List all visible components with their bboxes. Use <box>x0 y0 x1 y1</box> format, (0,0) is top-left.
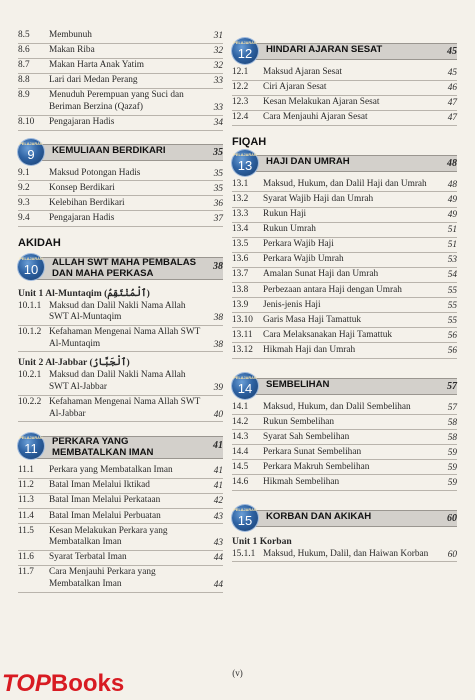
chapter-badge-icon: PELAJARAN 10 <box>18 254 44 280</box>
toc-entry[interactable] <box>232 432 457 446</box>
toc-entry[interactable] <box>232 315 457 329</box>
toc-entry-title: Rukun Umrah <box>263 224 316 235</box>
toc-entry[interactable] <box>232 330 457 344</box>
toc-entry[interactable] <box>232 239 457 253</box>
toc-entry-number: 9.3 <box>18 197 30 208</box>
chapter-title: PERKARA YANG MEMBATALKAN IMAN <box>52 436 154 459</box>
toc-entry-number: 15.1.1 <box>232 548 256 559</box>
toc-entry-page: 33 <box>213 76 223 87</box>
toc-entry-page: 54 <box>447 270 457 281</box>
chapter-badge-icon: PELAJARAN 13 <box>232 150 258 176</box>
toc-entry[interactable] <box>18 465 223 479</box>
toc-entry-title: Maksud dan Dalil Nakli Nama Allah SWT Al-Jabbar <box>49 370 186 392</box>
toc-entry[interactable] <box>232 82 457 96</box>
toc-entry-page: 38 <box>213 313 223 324</box>
toc-entry-page: 58 <box>447 432 457 443</box>
toc-entry[interactable] <box>18 75 223 89</box>
chapter-badge-icon: PELAJARAN 9 <box>18 139 44 165</box>
toc-entry-page: 41 <box>213 466 223 477</box>
toc-entry[interactable] <box>18 480 223 494</box>
toc-entry-page: 36 <box>213 198 223 209</box>
toc-entry[interactable] <box>18 168 223 182</box>
toc-entry[interactable] <box>232 269 457 283</box>
toc-entry-number: 12.4 <box>232 112 249 123</box>
toc-entry-page: 40 <box>213 409 223 420</box>
toc-entry-title: Membunuh <box>49 30 92 40</box>
chapter-page: 57 <box>447 380 457 392</box>
toc-entry-number: 14.5 <box>232 461 249 472</box>
toc-entry-page: 44 <box>213 553 223 564</box>
chapter-13-heading[interactable] <box>232 150 457 176</box>
toc-entry-page: 38 <box>213 339 223 350</box>
toc-entry[interactable] <box>18 198 223 212</box>
toc-entry-number: 10.1.2 <box>18 327 42 338</box>
toc-entry-page: 34 <box>213 118 223 129</box>
toc-entry-number: 10.2.1 <box>18 370 42 381</box>
toc-entry-number: 9.2 <box>18 182 30 193</box>
chapter-title: HAJI DAN UMRAH <box>266 155 350 167</box>
toc-entry-title: Perkara Wajib Haji <box>263 239 334 250</box>
toc-entry[interactable] <box>232 179 457 193</box>
unit-heading: Unit 1 Al-Muntaqim (ٱلْمُنْتَقِمُ) <box>18 287 150 299</box>
toc-entry-number: 8.6 <box>18 45 30 56</box>
toc-entry[interactable] <box>232 417 457 431</box>
unit-heading: Unit 1 Korban <box>232 535 292 547</box>
toc-entry-number: 14.2 <box>232 416 249 427</box>
toc-entry-title: Garis Masa Haji Tamattuk <box>263 314 362 325</box>
toc-entry-number: 9.1 <box>18 167 30 178</box>
toc-entry-title: Cara Melaksanakan Haji Tamattuk <box>263 329 393 340</box>
toc-entry-page: 41 <box>213 481 223 492</box>
toc-group-12 <box>232 67 457 126</box>
left-column <box>18 30 223 594</box>
toc-entry-number: 13.8 <box>232 284 249 295</box>
toc-entry-number: 13.9 <box>232 299 249 310</box>
toc-entry-title: Perkara Wajib Umrah <box>263 254 344 265</box>
toc-entry-number: 13.4 <box>232 224 249 235</box>
chapter-page: 35 <box>213 146 223 158</box>
toc-entry-page: 33 <box>213 102 223 113</box>
toc-entry-title: Makan Riba <box>49 45 95 56</box>
toc-entry-page: 43 <box>213 511 223 522</box>
toc-entry-page: 32 <box>213 46 223 57</box>
toc-entry-title: Maksud, Hukum, Dalil, dan Haiwan Korban <box>263 548 429 559</box>
section-heading-akidah: AKIDAH <box>18 236 61 249</box>
toc-entry-page: 48 <box>447 179 457 190</box>
toc-entry-title: Batal Iman Melalui Perkataan <box>49 495 161 506</box>
toc-entry-number: 11.7 <box>18 567 34 578</box>
toc-entry[interactable] <box>18 567 223 592</box>
toc-entry-page: 51 <box>447 225 457 236</box>
toc-entry-page: 55 <box>447 315 457 326</box>
toc-entry[interactable] <box>18 90 223 115</box>
toc-entry-title: Kelebihan Berdikari <box>49 197 125 208</box>
toc-entry-title: Batal Iman Melalui Iktikad <box>49 480 150 491</box>
toc-entry[interactable] <box>18 213 223 227</box>
chapter-12-heading[interactable] <box>232 38 457 64</box>
toc-entry[interactable] <box>18 117 223 131</box>
toc-entry[interactable] <box>18 301 223 326</box>
toc-entry-title: Maksud Potongan Hadis <box>49 167 141 178</box>
toc-entry[interactable] <box>18 526 223 551</box>
toc-entry-number: 11.3 <box>18 495 34 506</box>
chapter-badge-icon: PELAJARAN 14 <box>232 373 258 399</box>
toc-entry-number: 11.2 <box>18 480 34 491</box>
toc-entry-page: 60 <box>447 549 457 560</box>
toc-entry[interactable] <box>232 447 457 461</box>
toc-entry-page: 43 <box>213 538 223 549</box>
toc-entry[interactable] <box>232 97 457 111</box>
toc-entry-title: Maksud dan Dalil Nakli Nama Allah SWT Al-Muntaqim <box>49 300 186 323</box>
toc-entry-title: Batal Iman Melalui Perbuatan <box>49 510 161 521</box>
toc-entry-page: 53 <box>447 255 457 266</box>
toc-entry-title: Syarat Terbatal Iman <box>49 552 127 563</box>
chapter-page: 48 <box>447 157 457 169</box>
chapter-page: 45 <box>447 46 457 57</box>
toc-entry-title: Maksud, Hukum, dan Dalil Haji dan Umrah <box>263 178 427 189</box>
toc-entry-title: Maksud Ajaran Sesat <box>263 67 343 77</box>
toc-entry-page: 59 <box>447 477 457 488</box>
toc-group-10-unit2 <box>18 370 223 422</box>
topbooks-watermark-logo: TOPBooks <box>2 670 125 697</box>
toc-entry[interactable] <box>18 511 223 525</box>
toc-entry-number: 13.1 <box>232 178 249 189</box>
toc-entry[interactable] <box>232 67 457 81</box>
toc-entry-number: 13.2 <box>232 193 249 204</box>
toc-entry[interactable] <box>232 477 457 491</box>
toc-entry[interactable] <box>18 30 223 44</box>
unit-heading: Unit 2 Al-Jabbar (ٱلْجَبَّارُ) <box>18 357 130 369</box>
toc-entry-page: 35 <box>213 183 223 194</box>
chapter-badge-icon: PELAJARAN 11 <box>18 433 44 459</box>
chapter-title: ALLAH SWT MAHA PEMBALAS DAN MAHA PERKASA <box>52 256 197 279</box>
toc-entry-number: 11.1 <box>18 465 34 476</box>
toc-entry-title: Rukun Haji <box>263 209 307 220</box>
toc-entry-title: Pengajaran Hadis <box>49 212 115 223</box>
toc-entry[interactable] <box>232 462 457 476</box>
toc-entry-title: Syarat Sah Sembelihan <box>263 431 350 442</box>
toc-entry-number: 12.1 <box>232 67 249 77</box>
toc-entry-number: 12.2 <box>232 82 249 93</box>
toc-entry-title: Perbezaan antara Haji dengan Umrah <box>263 284 402 295</box>
toc-entry-number: 11.5 <box>18 525 34 536</box>
toc-entry-page: 55 <box>447 300 457 311</box>
toc-entry-page: 59 <box>447 447 457 458</box>
toc-group-11 <box>18 465 223 592</box>
toc-entry-title: Kefahaman Mengenai Nama Allah SWT Al-Muntaqim <box>49 327 201 349</box>
toc-entry-page: 49 <box>447 194 457 205</box>
toc-entry-title: Perkara Sunat Sembelihan <box>263 446 362 457</box>
toc-entry-title: Konsep Berdikari <box>49 182 115 193</box>
toc-entry-page: 58 <box>447 417 457 428</box>
section-heading-fiqah: FIQAH <box>232 135 267 148</box>
toc-entry-number: 13.6 <box>232 254 249 265</box>
right-column <box>232 36 457 564</box>
toc-group-15 <box>232 549 457 563</box>
toc-entry[interactable] <box>18 397 223 422</box>
toc-entry-number: 13.11 <box>232 329 253 340</box>
toc-entry-page: 57 <box>447 402 457 413</box>
toc-entry-page: 42 <box>213 496 223 507</box>
toc-entry-number: 14.1 <box>232 401 249 412</box>
chapter-title: SEMBELIHAN <box>266 378 330 390</box>
toc-entry-page: 31 <box>213 31 223 41</box>
toc-entry[interactable] <box>232 224 457 238</box>
toc-entry-page: 44 <box>213 580 223 591</box>
toc-entry-title: Kesan Melakukan Ajaran Sesat <box>263 97 380 108</box>
toc-entry[interactable] <box>232 112 457 126</box>
toc-entry-title: Menuduh Perempuan yang Suci dan Beriman Berzina (Qazaf) <box>49 90 184 112</box>
chapter-page: 60 <box>447 512 457 524</box>
toc-entry-title: Cara Menjauhi Perkara yang Membatalkan Iman <box>49 567 156 590</box>
toc-entry-title: Kefahaman Mengenai Nama Allah SWT Al-Jabbar <box>49 397 201 419</box>
toc-entry-page: 47 <box>447 98 457 109</box>
toc-entry-number: 9.4 <box>18 212 30 223</box>
toc-entry-page: 56 <box>447 330 457 341</box>
toc-entry-page: 56 <box>447 345 457 356</box>
toc-entry-number: 14.6 <box>232 476 249 487</box>
toc-entry-title: Cara Menjauhi Ajaran Sesat <box>263 112 368 123</box>
chapter-badge-icon: PELAJARAN 12 <box>232 38 258 64</box>
toc-group-14 <box>232 402 457 491</box>
chapter-14-heading[interactable] <box>232 373 457 399</box>
toc-entry-title: Syarat Wajib Haji dan Umrah <box>263 193 374 204</box>
toc-entry-number: 11.4 <box>18 510 34 521</box>
toc-entry-page: 37 <box>213 213 223 224</box>
toc-entry-title: Maksud, Hukum, dan Dalil Sembelihan <box>263 401 411 412</box>
toc-entry-number: 11.6 <box>18 552 34 563</box>
toc-entry-page: 49 <box>447 210 457 221</box>
toc-group-9 <box>18 168 223 227</box>
toc-entry-title: Rukun Sembelihan <box>263 416 335 427</box>
toc-entry-number: 8.7 <box>18 60 30 71</box>
toc-entry[interactable] <box>232 345 457 359</box>
toc-entry-number: 8.5 <box>18 30 30 40</box>
toc-entry-page: 59 <box>447 462 457 473</box>
toc-entry-number: 13.12 <box>232 344 253 355</box>
toc-entry[interactable] <box>18 552 223 566</box>
toc-entry[interactable] <box>232 285 457 299</box>
chapter-10-heading[interactable] <box>18 251 223 283</box>
toc-entry-number: 8.9 <box>18 90 30 101</box>
toc-entry-title: Ciri Ajaran Sesat <box>263 82 327 93</box>
toc-entry-page: 32 <box>213 61 223 72</box>
toc-group-13 <box>232 179 457 359</box>
toc-entry-number: 12.3 <box>232 97 249 108</box>
toc-entry-number: 10.1.1 <box>18 300 42 311</box>
toc-entry[interactable] <box>232 254 457 268</box>
toc-entry-page: 35 <box>213 168 223 179</box>
chapter-title: KORBAN DAN AKIKAH <box>266 510 372 522</box>
toc-entry[interactable] <box>18 183 223 197</box>
toc-entry-title: Hikmah Haji dan Umrah <box>263 344 356 355</box>
toc-entry-title: Pengajaran Hadis <box>49 117 115 128</box>
toc-entry[interactable] <box>18 60 223 74</box>
page-number: (v) <box>232 668 243 678</box>
chapter-title: KEMULIAAN BERDIKARI <box>52 144 166 156</box>
toc-entry-page: 39 <box>213 383 223 393</box>
chapter-page: 38 <box>213 260 223 272</box>
toc-entry-number: 14.4 <box>232 446 249 457</box>
chapter-title: HINDARI AJARAN SESAT <box>266 44 383 55</box>
toc-entry-title: Perkara yang Membatalkan Iman <box>49 465 173 476</box>
toc-entry[interactable] <box>232 402 457 416</box>
toc-entry-page: 55 <box>447 285 457 296</box>
toc-group-8 <box>18 30 223 131</box>
toc-entry-number: 8.8 <box>18 75 30 86</box>
toc-entry-number: 14.3 <box>232 431 249 442</box>
toc-entry[interactable] <box>232 549 457 563</box>
toc-entry[interactable] <box>18 370 223 395</box>
toc-entry-page: 47 <box>447 113 457 124</box>
toc-entry-title: Lari dari Medan Perang <box>49 75 138 86</box>
chapter-9-heading[interactable] <box>18 139 223 165</box>
chapter-15-heading[interactable] <box>232 505 457 531</box>
chapter-page: 41 <box>213 440 223 452</box>
toc-entry-number: 8.10 <box>18 117 35 128</box>
chapter-11-heading[interactable] <box>18 430 223 462</box>
toc-entry-title: Kesan Melakukan Perkara yang Membatalkan Iman <box>49 525 168 548</box>
toc-entry-title: Amalan Sunat Haji dan Umrah <box>263 269 379 280</box>
toc-entry-title: Jenis-jenis Haji <box>263 299 321 310</box>
toc-entry-page: 45 <box>447 68 457 78</box>
toc-entry-page: 46 <box>447 83 457 94</box>
toc-entry-number: 13.3 <box>232 209 249 220</box>
toc-entry[interactable] <box>18 45 223 59</box>
toc-entry-title: Makan Harta Anak Yatim <box>49 60 145 71</box>
toc-entry[interactable] <box>18 495 223 509</box>
toc-entry-page: 51 <box>447 240 457 251</box>
toc-entry-number: 13.5 <box>232 239 249 250</box>
toc-entry-title: Perkara Makruh Sembelihan <box>263 461 370 472</box>
toc-entry-number: 10.2.2 <box>18 397 42 408</box>
toc-entry[interactable] <box>232 300 457 314</box>
toc-entry[interactable] <box>18 327 223 352</box>
toc-entry-number: 13.7 <box>232 269 249 280</box>
chapter-badge-icon: PELAJARAN 15 <box>232 505 258 531</box>
toc-entry[interactable] <box>232 209 457 223</box>
toc-entry-number: 13.10 <box>232 314 253 325</box>
toc-entry-title: Hikmah Sembelihan <box>263 476 340 487</box>
toc-entry[interactable] <box>232 194 457 208</box>
toc-group-10-unit1 <box>18 301 223 353</box>
